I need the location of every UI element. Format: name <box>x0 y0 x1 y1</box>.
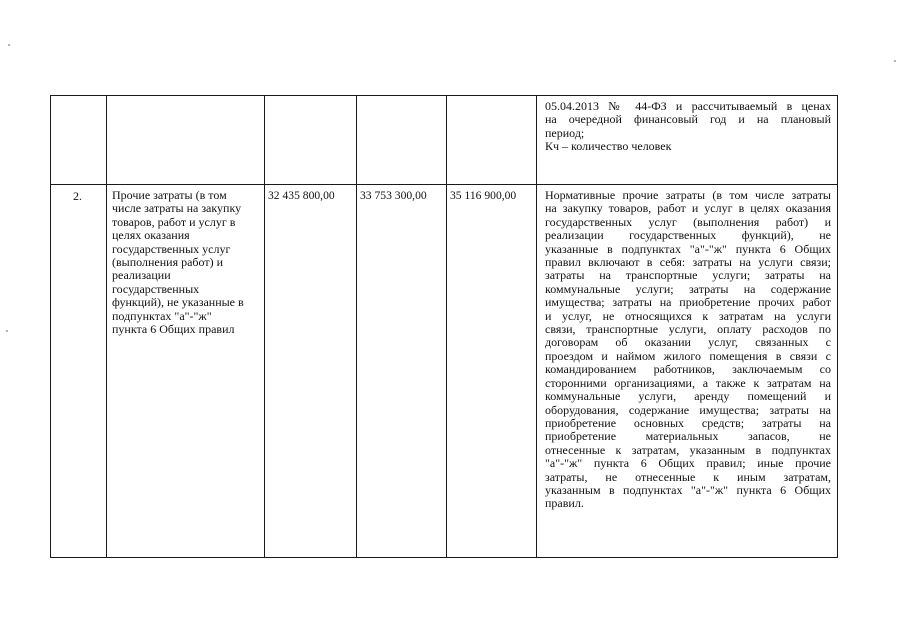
description-line: Нормативные прочие затраты (в том числе затраты <box>545 188 831 202</box>
description-line: указанным в подпунктах "а"-"ж" пункта 6 Общих <box>545 482 831 497</box>
cost-name-line: функций), не указанные в <box>112 295 244 310</box>
scan-speck <box>6 330 8 332</box>
cost-name-line: государственных услуг <box>112 241 231 256</box>
description-line: затраты, не отнесенные к иным затратам, <box>545 469 831 484</box>
description-line: коммунальные услуги; затраты на содержание <box>545 281 831 296</box>
description-line: правил включают в себя: затраты на услуги связи; <box>545 255 831 270</box>
scan-speck <box>8 44 10 46</box>
description-line: коммунальные услуги, аренду помещений и <box>545 389 831 404</box>
description-cell <box>537 185 838 558</box>
cost-name-line: Прочие затраты (в том <box>112 188 227 202</box>
description-line: 05.04.2013 № 44-ФЗ и рассчитываемый в ценах <box>545 99 831 113</box>
table-row-other-costs <box>51 185 838 558</box>
cost-name-line: государственных <box>112 281 200 296</box>
cost-name-line: реализации <box>112 268 171 283</box>
description-line: реализации государственных функций), не <box>545 228 831 243</box>
amount-year-3: 35 116 900,00 <box>447 185 537 558</box>
description-line: затраты на транспортные услуги; затраты на <box>545 268 831 283</box>
name-cell <box>107 96 265 185</box>
description-line: имущества; затраты на приобретение прочих работ <box>545 295 831 310</box>
description-line: правил. <box>545 496 584 511</box>
description-line: проездом и наймом жилого помещения в связи с <box>545 348 831 363</box>
description-line: на закупку товаров, работ и услуг в целях оказания <box>545 201 831 216</box>
amount-cell-2 <box>357 96 447 185</box>
description-line: и услуг, не относящихся к затратам на услуги <box>545 308 831 323</box>
description-line: приобретение основных средств; затраты на <box>545 415 831 430</box>
description-line: связи, транспортные услуги, оплату расходов по <box>545 322 831 337</box>
description-line: оборудования, содержание имущества; затраты на <box>545 402 831 417</box>
description-line: приобретение материальных запасов, не <box>545 429 831 444</box>
description-cell-continuation <box>537 96 838 185</box>
description-line: договорам об оказании услуг, связанных с <box>545 335 831 350</box>
description-line: командированием работников, заключаемым со <box>545 362 831 377</box>
description-line: сторонними организациями, а также к затратам на <box>545 375 831 390</box>
cost-name-line: товаров, работ и услуг в <box>112 214 236 229</box>
description-line: указанные в подпунктах "а"-"ж" пункта 6 Общих <box>545 241 831 256</box>
description-line: отнесенные к затратам, указанным в подпунктах <box>545 442 831 457</box>
number-cell <box>51 96 107 185</box>
description-line: период; <box>545 125 585 140</box>
cost-name-line: числе затраты на закупку <box>112 201 242 216</box>
cost-name-line: (выполнения работ) и <box>112 255 224 270</box>
cost-table <box>50 95 838 558</box>
description-line: на очередной финансовый год и на плановый <box>545 112 831 127</box>
amount-year-1: 32 435 800,00 <box>265 185 357 558</box>
table-row-continuation <box>51 96 838 185</box>
description-line: Кч – количество человек <box>545 139 672 154</box>
amount-cell-3 <box>447 96 537 185</box>
cost-name-cell <box>107 185 265 558</box>
amount-cell-1 <box>265 96 357 185</box>
amount-year-2: 33 753 300,00 <box>357 185 447 558</box>
description-line: государственных услуг (выполнения работ) и <box>545 214 831 229</box>
cost-name-line: пункта 6 Общих правил <box>112 322 235 337</box>
cost-name-line: подпунктах "а"-"ж" <box>112 308 212 323</box>
description-line: "а"-"ж" пункта 6 Общих правил; иные прочие <box>545 456 831 471</box>
row-number: 2. <box>51 185 107 558</box>
cost-name-line: целях оказания <box>112 228 190 243</box>
scan-speck <box>894 60 896 62</box>
